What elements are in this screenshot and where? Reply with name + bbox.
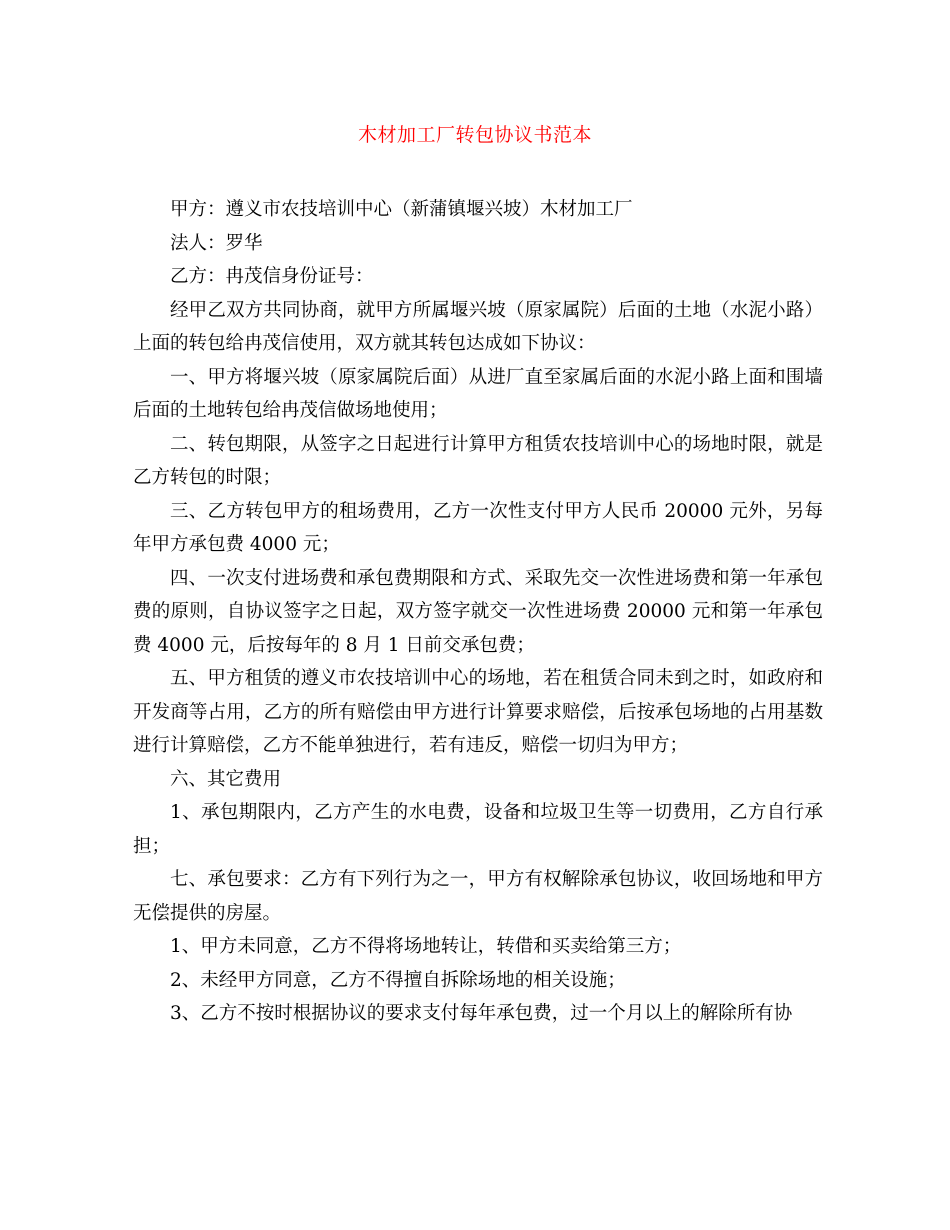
clause-2-paragraph: 二、转包期限，从签字之日起进行计算甲方租赁农技培训中心的场地时限，就是乙方转包的时限； (133, 433, 823, 488)
clause-7-item-1: 1、甲方未同意，乙方不得将场地转让，转借和买卖给第三方； (170, 936, 682, 957)
preamble-paragraph: 经甲乙双方共同协商，就甲方所属堰兴坡（原家属院）后面的土地（水泥小路）上面的转包给冉茂信使用，双方就其转包达成如下协议： (133, 299, 823, 354)
clause-1-paragraph: 一、甲方将堰兴坡（原家属院后面）从进厂直至家属后面的水泥小路上面和围墙后面的土地转包给冉茂信做场地使用； (133, 366, 823, 421)
party-a-paragraph: 甲方：遵义市农技培训中心（新蒲镇堰兴坡）木材加工厂 (170, 199, 633, 220)
clause-3-paragraph: 三、乙方转包甲方的租场费用，乙方一次性支付甲方人民币 20000 元外，另每年甲方承包费 4000 元； (133, 500, 823, 555)
clause-5-paragraph: 五、甲方租赁的遵义市农技培训中心的场地，若在租赁合同未到之时，如政府和开发商等占用，乙方的所有赔偿由甲方进行计算要求赔偿，后按承包场地的占用基数进行计算赔偿，乙方不能单独进行，若有违反，赔偿一切归为甲方； (133, 668, 823, 756)
document-title: 木材加工厂转包协议书范本 (357, 124, 592, 146)
clause-7-item-2: 2、未经甲方同意，乙方不得擅自拆除场地的相关设施； (170, 969, 626, 991)
clause-6-heading: 六、其它费用 (170, 768, 282, 790)
legal-person-paragraph: 法人：罗华 (170, 232, 263, 254)
clause-6-item-1: 1、承包期限内，乙方产生的水电费，设备和垃圾卫生等一切费用，乙方自行承担； (133, 802, 823, 857)
clause-4-paragraph: 四、一次支付进场费和承包费期限和方式、采取先交一次性进场费和第一年承包费的原则，自协议签字之日起，双方签字就交一次性进场费 20000 元和第一年承包费 4000 元，后按每年的 8 月 1 日前交承包费； (133, 567, 823, 656)
document-body (133, 193, 823, 1031)
clause-7-item-3: 3、乙方不按时根据协议的要求支付每年承包费，过一个月以上的解除所有协 (170, 1003, 793, 1024)
clause-7-paragraph: 七、承包要求：乙方有下列行为之一，甲方有权解除承包协议，收回场地和甲方无偿提供的房屋。 (133, 869, 823, 924)
party-b-paragraph: 乙方：冉茂信身份证号： (170, 266, 374, 287)
